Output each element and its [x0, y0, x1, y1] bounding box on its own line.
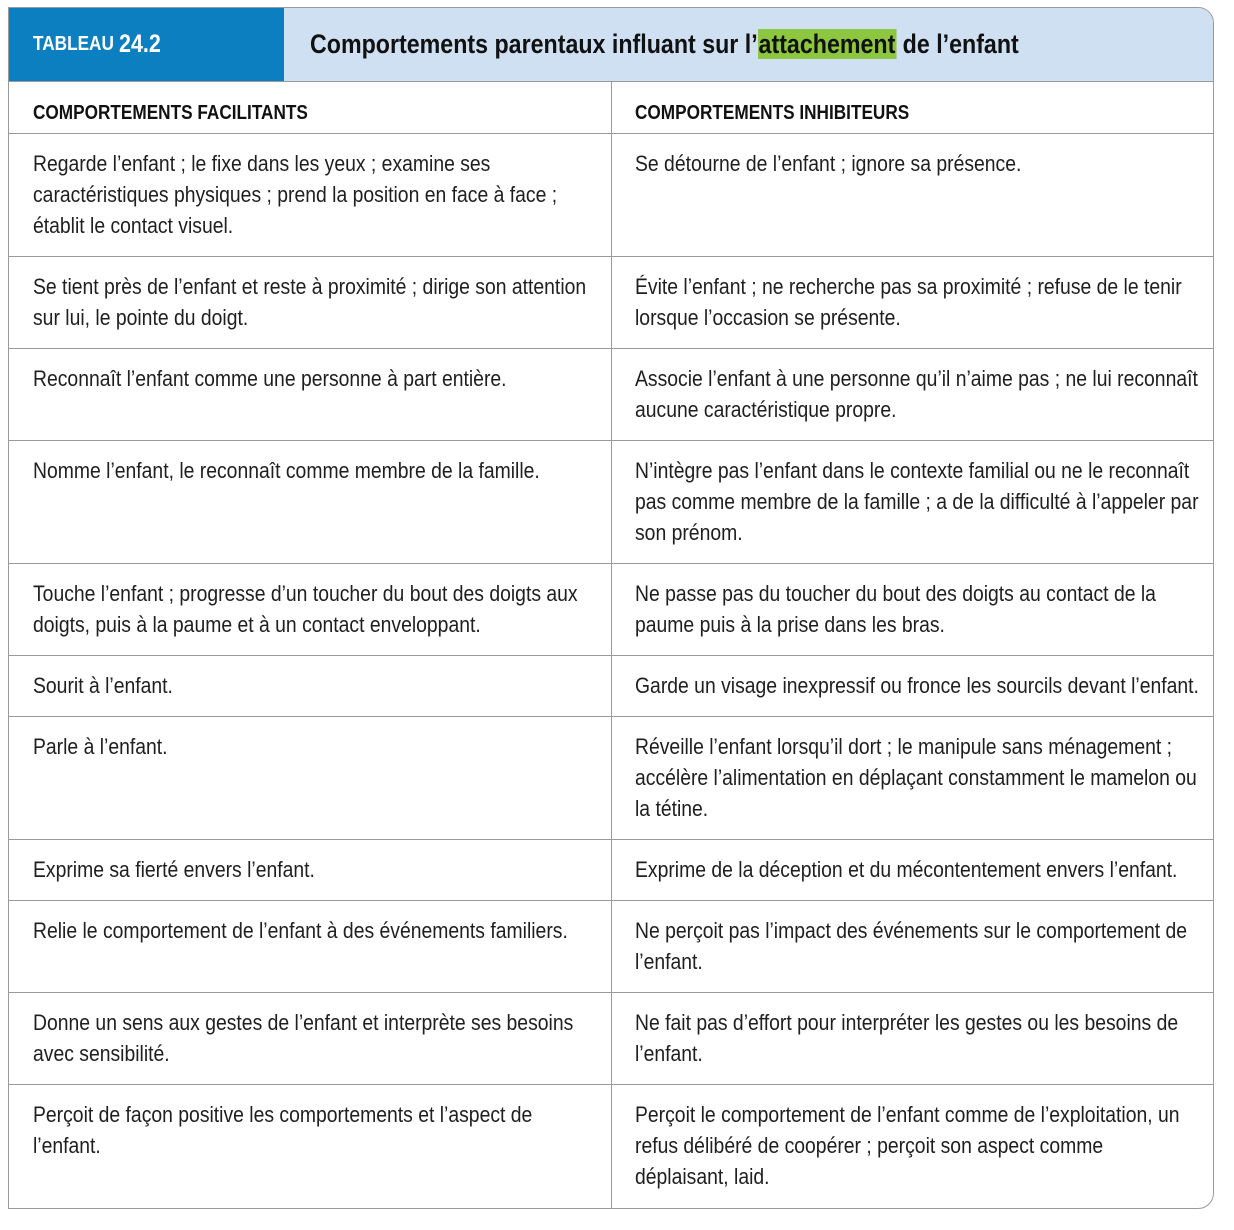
- table-title: [284, 8, 1213, 81]
- table-title-start: Comportements parentaux influant sur l’: [310, 29, 758, 59]
- table-title-end: de l’enfant: [896, 29, 1019, 59]
- inhibiting-cell: Ne perçoit pas l’impact des événements sur le comportement de l’enfant.: [635, 918, 1188, 974]
- column-divider: [611, 82, 612, 1209]
- inhibiting-cell: Ne fait pas d’effort pour interpréter les gestes ou les besoins de l’enfant.: [635, 1010, 1179, 1066]
- facilitating-cell: Regarde l’enfant ; le fixe dans les yeux ; examine ses caractéristiques physiques ; prend la position en face à face ; établit le contact visuel.: [33, 151, 558, 238]
- inhibiting-cell: Évite l’enfant ; ne recherche pas sa proximité ; refuse de le tenir lorsque l’occasion se présente.: [635, 274, 1182, 330]
- table-title-bar: [9, 8, 1213, 82]
- inhibiting-cell: Perçoit le comportement de l’enfant comme de l’exploitation, un refus délibéré de coopérer ; perçoit son aspect comme déplaisant, laid.: [635, 1102, 1180, 1189]
- inhibiting-cell: N’intègre pas l’enfant dans le contexte familial ou ne le reconnaît pas comme membre de la famille ; a de la difficulté à l’appeler par son prénom.: [635, 458, 1199, 545]
- table-title-highlight: attachement: [758, 29, 896, 59]
- facilitating-cell: Relie le comportement de l’enfant à des événements familiers.: [33, 918, 568, 943]
- facilitating-cell: Nomme l’enfant, le reconnaît comme membre de la famille.: [33, 458, 540, 483]
- table-grid: [9, 82, 1213, 1208]
- table-label: [9, 8, 284, 81]
- facilitating-cell: Se tient près de l’enfant et reste à proximité ; dirige son attention sur lui, le pointe du doigt.: [33, 274, 587, 330]
- inhibiting-cell: Garde un visage inexpressif ou fronce les sourcils devant l’enfant.: [635, 673, 1199, 698]
- column-header-inhibiting: COMPORTEMENTS INHIBITEURS: [635, 102, 910, 124]
- inhibiting-cell: Se détourne de l’enfant ; ignore sa présence.: [635, 151, 1022, 176]
- facilitating-cell: Reconnaît l’enfant comme une personne à part entière.: [33, 366, 507, 391]
- facilitating-cell: Touche l’enfant ; progresse d’un toucher du bout des doigts aux doigts, puis à la paume et à un contact enveloppant.: [33, 581, 578, 637]
- inhibiting-cell: Réveille l’enfant lorsqu’il dort ; le manipule sans ménagement ; accélère l’alimentation en déplaçant constamment le mamelon ou la tétine.: [635, 734, 1197, 821]
- facilitating-cell: Perçoit de façon positive les comportements et l’aspect de l’enfant.: [33, 1102, 533, 1158]
- facilitating-cell: Exprime sa fierté envers l’enfant.: [33, 857, 315, 882]
- inhibiting-cell: Exprime de la déception et du mécontentement envers l’enfant.: [635, 857, 1178, 882]
- facilitating-cell: Parle à l’enfant.: [33, 734, 168, 759]
- column-header-facilitating: COMPORTEMENTS FACILITANTS: [33, 102, 308, 124]
- table-label-word: TABLEAU: [33, 33, 114, 55]
- inhibiting-cell: Ne passe pas du toucher du bout des doigts au contact de la paume puis à la prise dans les bras.: [635, 581, 1156, 637]
- facilitating-cell: Sourit à l’enfant.: [33, 673, 173, 698]
- table-label-number: 24.2: [119, 30, 161, 58]
- behavior-table: [8, 7, 1214, 1209]
- inhibiting-cell: Associe l’enfant à une personne qu’il n’aime pas ; ne lui reconnaît aucune caractéristique propre.: [635, 366, 1198, 422]
- facilitating-cell: Donne un sens aux gestes de l’enfant et interprète ses besoins avec sensibilité.: [33, 1010, 574, 1066]
